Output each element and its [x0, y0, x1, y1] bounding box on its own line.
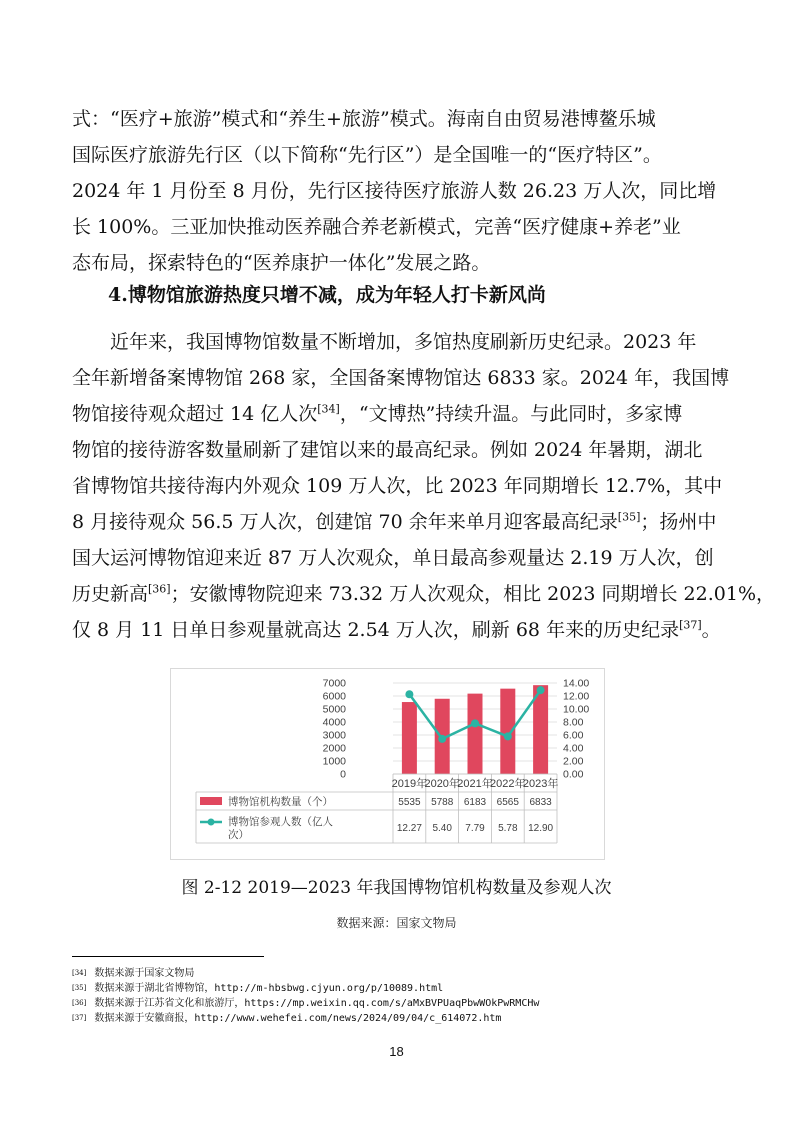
text-run: ，“文博热”持续升温。与此同时，多家博: [339, 403, 683, 425]
legend-label: 博物馆机构数量（个）: [228, 796, 333, 808]
data-label: 6183: [463, 797, 487, 808]
footnote: [72, 1011, 539, 1026]
data-label: 12.90: [528, 823, 554, 834]
text-line: 2024 年 1 月份至 8 月份，先行区接待医疗旅游人数 26.23 万人次，同比增: [72, 180, 717, 202]
footnote-mark: [34]: [72, 969, 87, 977]
text-run: 物馆接待观众超过 14 亿人次: [72, 403, 318, 425]
text-run: 8 月接待观众 56.5 万人次，创建馆 70 余年来单月迎客最高纪录: [72, 511, 618, 533]
y-left-tick-label: 2000: [322, 742, 346, 755]
footnote-text: 数据来源于国家文物局: [94, 968, 195, 979]
text-line: 国大运河博物馆迎来近 87 万人次观众，单日最高参观量达 2.19 万人次，创: [72, 547, 714, 569]
footnote-url[interactable]: http://www.wehefei.com/news/2024/09/04/c_614072.htm: [194, 1013, 502, 1024]
y-right-tick-label: 0.00: [563, 768, 584, 781]
figure-caption: 图 2-12 2019—2023 年我国博物馆机构数量及参观人次: [181, 878, 612, 898]
x-tick-label: 2021年: [457, 778, 493, 790]
bar-mark: [468, 694, 483, 774]
chart-svg: [171, 669, 604, 859]
text-line: 态布局，探索特色的“医养康护一体化”发展之路。: [72, 252, 491, 274]
legend-label: 次）: [228, 829, 249, 841]
text-run: 。: [701, 619, 721, 641]
data-label: 6565: [496, 797, 519, 808]
citation-34[interactable]: [34]: [317, 402, 340, 416]
data-label: 5.78: [498, 823, 518, 834]
line-point: [405, 690, 413, 698]
text-line: [72, 504, 724, 540]
text-line: 式：“医疗+旅游”模式和“养生+旅游”模式。海南自由贸易港博鳌乐城: [72, 108, 656, 130]
text-line: 近年来，我国博物馆数量不断增加，多馆热度刷新历史纪录。2023 年: [110, 331, 697, 353]
museum-paragraph: [72, 324, 776, 648]
footnotes: [72, 966, 539, 1026]
text-line: [72, 576, 776, 612]
page-number: 18: [389, 1044, 404, 1059]
y-right-tick-label: 8.00: [563, 716, 584, 729]
footnote-mark: [37]: [72, 1014, 87, 1022]
y-left-tick-label: 6000: [322, 690, 346, 703]
data-label: 7.79: [465, 823, 485, 834]
y-left-tick-label: 5000: [322, 703, 346, 716]
x-tick-label: 2019年: [391, 778, 428, 790]
text-run: ；扬州中: [640, 511, 717, 533]
text-line: 全年新增备案博物馆 268 家，全国备案博物馆达 6833 家。2024 年，我国博: [72, 367, 730, 389]
intro-paragraph: [72, 101, 724, 281]
footnote-url[interactable]: http://m-hbsbwg.cjyun.org/p/10089.html: [214, 983, 444, 994]
x-tick-label: 2023年: [522, 778, 559, 790]
footnote-divider: [72, 956, 264, 957]
museum-chart: [170, 668, 605, 860]
footnote-mark: [36]: [72, 999, 87, 1007]
y-right-tick-label: 12.00: [563, 690, 590, 703]
data-label: 5788: [431, 797, 454, 808]
line-point: [438, 735, 446, 743]
footnote-text: 数据来源于江苏省文化和旅游厅，: [94, 998, 245, 1009]
legend-swatch-point: [208, 819, 215, 826]
y-left-tick-label: 4000: [322, 716, 346, 729]
y-right-tick-label: 2.00: [563, 755, 584, 768]
section-heading: 4.博物馆旅游热度只增不减，成为年轻人打卡新风尚: [108, 284, 546, 306]
y-right-tick-label: 10.00: [563, 703, 590, 716]
text-line: 国际医疗旅游先行区（以下简称“先行区”）是全国唯一的“医疗特区”。: [72, 144, 662, 166]
line-point: [471, 719, 479, 727]
y-right-tick-label: 6.00: [563, 729, 584, 742]
text-line: 省博物馆共接待海内外观众 109 万人次，比 2023 年同期增长 12.7%，其中: [72, 475, 723, 497]
text-line: [72, 396, 724, 432]
y-left-tick-label: 1000: [322, 755, 346, 768]
footnote-text: 数据来源于安徽商报，: [94, 1013, 195, 1024]
text-run: 历史新高: [72, 583, 149, 605]
x-tick-label: 2022年: [490, 778, 526, 790]
footnote: [72, 996, 539, 1011]
footnote-url[interactable]: https://mp.weixin.qq.com/s/aMxBVPUaqPbwWOkPwRMCHw: [244, 998, 540, 1009]
data-label: 5.40: [432, 823, 452, 834]
data-label: 6833: [529, 797, 552, 808]
text-line: 物馆的接待游客数量刷新了建馆以来的最高纪录。例如 2024 年暑期，湖北: [72, 439, 703, 461]
bar-mark: [402, 702, 417, 774]
line-point: [504, 732, 512, 740]
text-run: 仅 8 月 11 日单日参观量就高达 2.54 万人次，刷新 68 年来的历史纪录: [72, 619, 680, 641]
footnote-text: 数据来源于湖北省博物馆，: [94, 983, 215, 994]
citation-35[interactable]: [35]: [617, 510, 641, 524]
text-line: [72, 612, 724, 648]
x-tick-label: 2020年: [424, 778, 460, 790]
citation-37[interactable]: [37]: [679, 618, 702, 632]
figure-source: 数据来源：国家文物局: [336, 916, 457, 930]
y-right-tick-label: 4.00: [563, 742, 584, 755]
y-left-tick-label: 0: [340, 768, 346, 781]
text-line: 长 100%。三亚加快推动医养融合养老新模式，完善“医疗健康+养老”业: [72, 216, 681, 238]
citation-36[interactable]: [36]: [148, 582, 171, 596]
line-point: [537, 686, 545, 694]
legend-label: 博物馆参观人数（亿人: [228, 816, 333, 828]
footnote-mark: [35]: [72, 984, 87, 992]
bar-mark: [500, 689, 515, 774]
y-left-tick-label: 3000: [322, 729, 346, 742]
legend-swatch-bar: [200, 797, 222, 805]
data-label: 12.27: [396, 823, 422, 834]
footnote: [72, 981, 539, 996]
y-left-tick-label: 7000: [322, 677, 346, 690]
y-right-tick-label: 14.00: [563, 677, 590, 690]
data-label: 5535: [398, 797, 421, 808]
footnote: [72, 966, 539, 981]
text-run: ；安徽博物院迎来 73.32 万人次观众，相比 2023 同期增长 22.01%，: [170, 583, 776, 605]
